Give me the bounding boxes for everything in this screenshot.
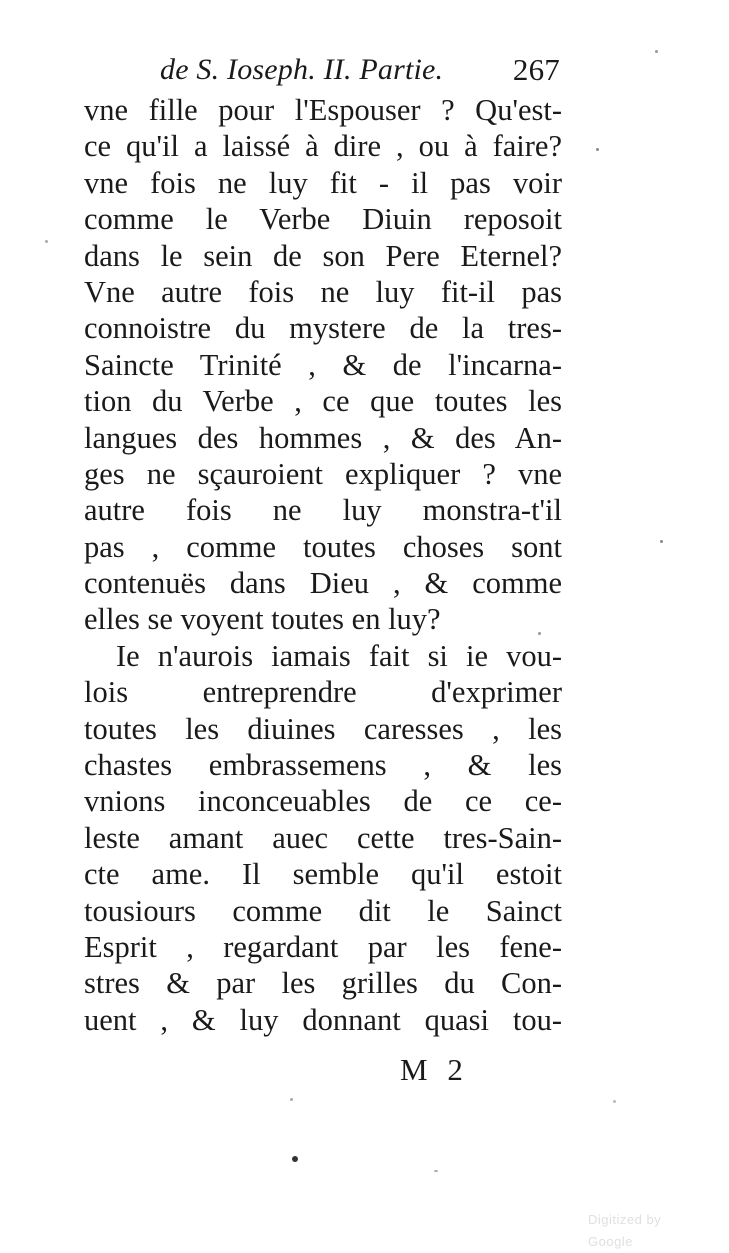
text-line: leste amant auec cette tres-Sain-	[84, 820, 562, 855]
text-line: vne fois ne luy fit - il pas voir	[84, 165, 562, 200]
paper-speck	[292, 1156, 298, 1162]
paper-speck	[660, 540, 663, 543]
text-line: ce qu'il a laissé à dire , ou à faire?	[84, 129, 562, 164]
text-line: tousiours comme dit le Sainct	[84, 893, 562, 928]
text-line: dans le sein de son Pere Eternel?	[84, 238, 562, 273]
text-line: lois entreprendre d'exprimer	[84, 675, 562, 710]
text-line: chastes embrassemens , & les	[84, 748, 562, 783]
text-line: comme le Verbe Diuin reposoit	[84, 202, 562, 237]
paper-speck	[655, 50, 658, 53]
page-number: 267	[512, 52, 560, 87]
text-line: autre fois ne luy monstra-t'il	[84, 493, 562, 528]
text-line: Esprit , regardant par les fene-	[84, 929, 562, 964]
text-line: ges ne sçauroient expliquer ? vne	[84, 456, 562, 491]
text-line: tion du Verbe , ce que toutes les	[84, 384, 562, 419]
paper-speck	[45, 240, 48, 243]
running-title: de S. Ioseph. II. Partie.	[160, 53, 444, 86]
text-line: vne fille pour l'Espouser ? Qu'est-	[84, 93, 562, 127]
text-line: uent , & luy donnant quasi tou-	[84, 1002, 562, 1037]
text-line: stres & par les grilles du Con-	[84, 966, 562, 1001]
text-line: contenuës dans Dieu , & comme	[84, 566, 562, 601]
paper-speck	[538, 632, 541, 635]
paper-speck	[596, 148, 599, 151]
paper-speck	[290, 1098, 293, 1101]
digitization-watermark: Digitized by Google	[588, 1212, 662, 1249]
body-text	[84, 92, 562, 1038]
text-line: connoistre du mystere de la tres-	[84, 311, 562, 346]
text-line: toutes les diuines caresses , les	[84, 711, 562, 746]
paper-speck	[613, 1100, 616, 1103]
text-line: vnions inconceuables de ce ce-	[84, 784, 562, 819]
paragraph-end-line: elles se voyent toutes en luy?	[84, 602, 441, 637]
text-line: langues des hommes , & des An-	[84, 420, 562, 455]
text-line: pas , comme toutes choses sont	[84, 529, 562, 564]
paper-speck	[434, 1170, 438, 1172]
text-line: Saincte Trinité , & de l'incarna-	[84, 347, 562, 382]
text-line: Vne autre fois ne luy fit-il pas	[84, 274, 562, 309]
running-head	[160, 50, 560, 90]
text-line: cte ame. Il semble qu'il estoit	[84, 857, 562, 892]
signature-mark: M 2	[400, 1052, 469, 1087]
paragraph-start-line: Ie n'aurois iamais fait si ie vou-	[116, 638, 562, 673]
